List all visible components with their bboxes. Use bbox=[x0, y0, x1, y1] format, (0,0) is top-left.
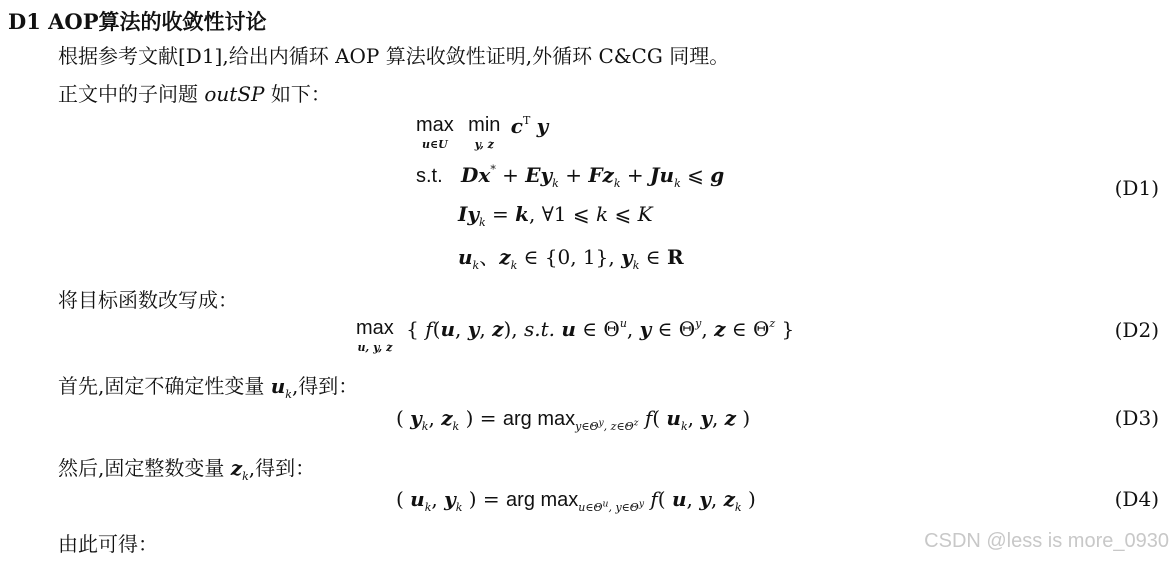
min-operator: min y, z bbox=[468, 114, 501, 151]
constraint-expression: $Dx^* + Ey_k + Fz_k + Ju_k$ ⩽ g bbox=[461, 163, 725, 190]
equation-number-d4: (D4) bbox=[1114, 487, 1159, 511]
equation-number-d1: (D1) bbox=[1114, 176, 1159, 200]
max-operator: max u, y, z bbox=[356, 317, 394, 354]
equation-d1-constraint-2: $Iy_k = k$, ∀1 ⩽ k ⩽ K bbox=[458, 202, 653, 229]
max-operator: max u∈U bbox=[416, 114, 454, 151]
watermark: CSDN @less is more_0930 bbox=[924, 530, 1169, 552]
paragraph-conclusion: 由此可得： bbox=[58, 532, 158, 556]
paragraph-subproblem-intro bbox=[58, 78, 331, 107]
problem-name: outSP bbox=[204, 82, 265, 106]
equation-d2: max u, y, z { f(u, y, z), s.t. u ∈ $\Theta^u$, y ∈ $\Theta^y$, z ∈ $\Theta^z$ } bbox=[356, 317, 795, 354]
objective-term: $c^T$ y bbox=[510, 114, 549, 138]
equation-d4: ( $u_k$, $y_k$ ) = arg $\max_{u\in\Theta^u, y\in\Theta^y} f$( u, y, $z_k$ ) bbox=[396, 487, 756, 514]
paragraph-fix-integer: 然后,固定整数变量 $z_k$,得到： bbox=[58, 456, 316, 483]
equation-d1-constraint-1: s.t. $Dx^* + Ey_k + Fz_k + Ju_k$ ⩽ g bbox=[416, 163, 725, 190]
section-title: D1 AOP算法的收敛性讨论 bbox=[8, 9, 267, 34]
equation-d1-objective bbox=[416, 114, 548, 150]
equation-d3: ( $y_k$, $z_k$ ) = arg $\max_{y\in\Theta^y, z\in\Theta^z} f$( $u_k$, y, z ) bbox=[396, 406, 751, 433]
paragraph-text: 如下： bbox=[264, 82, 331, 106]
equation-number-d3: (D3) bbox=[1114, 406, 1159, 430]
equation-d1-constraint-3: $u_k$、$z_k$ ∈ {0, 1}, $y_k$ ∈ R bbox=[458, 245, 684, 272]
equation-number-d2: (D2) bbox=[1114, 318, 1159, 342]
paragraph-rewrite: 将目标函数改写成： bbox=[58, 288, 238, 312]
paragraph-fix-uncertain: 首先,固定不确定性变量 $u_k$,得到： bbox=[58, 374, 359, 401]
paragraph-text: 正文中的子问题 bbox=[58, 82, 205, 106]
paragraph-reference: 根据参考文献[D1],给出内循环 AOP 算法收敛性证明,外循环 C&CG 同理。 bbox=[58, 44, 730, 68]
